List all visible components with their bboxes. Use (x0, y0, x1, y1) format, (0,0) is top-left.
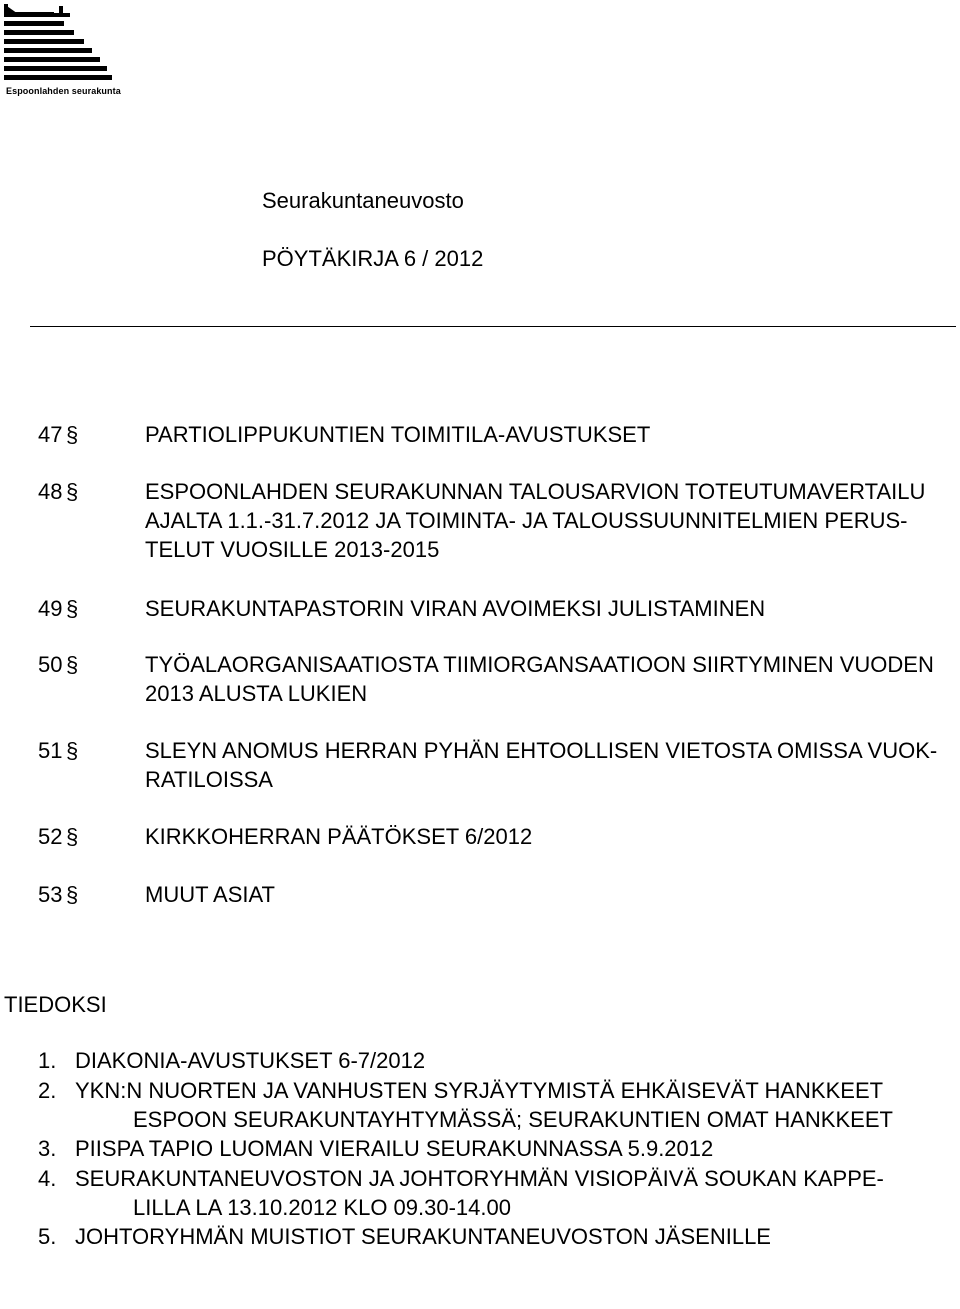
notice-number: 1. (38, 1048, 57, 1073)
header-divider (30, 326, 956, 327)
section-symbol: § (66, 596, 79, 621)
item-number: 47 (38, 422, 63, 447)
item-title: MUUT ASIAT (145, 882, 275, 907)
item-title: ESPOONLAHDEN SEURAKUNNAN TALOUSARVION TOTEUTUMAVERTAILU (145, 479, 926, 504)
section-symbol: § (66, 479, 79, 504)
item-title: PARTIOLIPPUKUNTIEN TOIMITILA-AVUSTUKSET (145, 422, 651, 447)
notice-text: SEURAKUNTANEUVOSTON JA JOHTORYHMÄN VISIOPÄIVÄ SOUKAN KAPPE- (75, 1166, 884, 1191)
item-title: SEURAKUNTAPASTORIN VIRAN AVOIMEKSI JULISTAMINEN (145, 596, 766, 621)
notice-number: 2. (38, 1078, 57, 1103)
notice-item-5 (38, 1222, 771, 1309)
notice-number: 3. (38, 1136, 57, 1161)
item-number: 53 (38, 882, 63, 907)
section-symbol: § (66, 738, 79, 763)
notice-text-line2: LILLA LA 13.10.2012 KLO 09.30-14.00 (133, 1195, 511, 1220)
notice-text: PIISPA TAPIO LUOMAN VIERAILU SEURAKUNNASSA 5.9.2012 (75, 1136, 714, 1161)
section-symbol: § (66, 882, 79, 907)
item-title: KIRKKOHERRAN PÄÄTÖKSET 6/2012 (145, 824, 533, 849)
item-number: 50 (38, 652, 63, 677)
logo-graphic-icon (2, 2, 114, 86)
section-symbol: § (66, 652, 79, 677)
item-number: 48 (38, 479, 63, 504)
item-number: 49 (38, 596, 63, 621)
item-title-line2: 2013 ALUSTA LUKIEN (145, 681, 368, 706)
item-title-line3: TELUT VUOSILLE 2013-2015 (145, 537, 440, 562)
minutes-title: PÖYTÄKIRJA 6 / 2012 (262, 246, 484, 271)
item-title-line2: RATILOISSA (145, 767, 273, 792)
notice-text: DIAKONIA-AVUSTUKSET 6-7/2012 (75, 1048, 426, 1073)
item-title: SLEYN ANOMUS HERRAN PYHÄN EHTOOLLISEN VIETOSTA OMISSA VUOK- (145, 738, 938, 763)
church-logo (2, 2, 121, 98)
item-number: 52 (38, 824, 63, 849)
item-title-line2: AJALTA 1.1.-31.7.2012 JA TOIMINTA- JA TALOUSSUUNNITELMIEN PERUS- (145, 508, 908, 533)
notice-text-line2: ESPOON SEURAKUNTAYHTYMÄSSÄ; SEURAKUNTIEN OMAT HANKKEET (133, 1107, 893, 1132)
notice-text: JOHTORYHMÄN MUISTIOT SEURAKUNTANEUVOSTON JÄSENILLE (75, 1224, 771, 1249)
section-symbol: § (66, 422, 79, 447)
logo-caption: Espoonlahden seurakunta (6, 86, 121, 96)
section-symbol: § (66, 824, 79, 849)
notice-number: 5. (38, 1224, 57, 1249)
body-name: Seurakuntaneuvosto (262, 188, 464, 213)
item-title: TYÖALAORGANISAATIOSTA TIIMIORGANSAATIOON SIIRTYMINEN VUODEN (145, 652, 934, 677)
notices-heading: TIEDOKSI (4, 992, 107, 1017)
notice-number: 4. (38, 1166, 57, 1191)
notice-text: YKN:N NUORTEN JA VANHUSTEN SYRJÄYTYMISTÄ EHKÄISEVÄT HANKKEET (75, 1078, 884, 1103)
item-number: 51 (38, 738, 63, 763)
